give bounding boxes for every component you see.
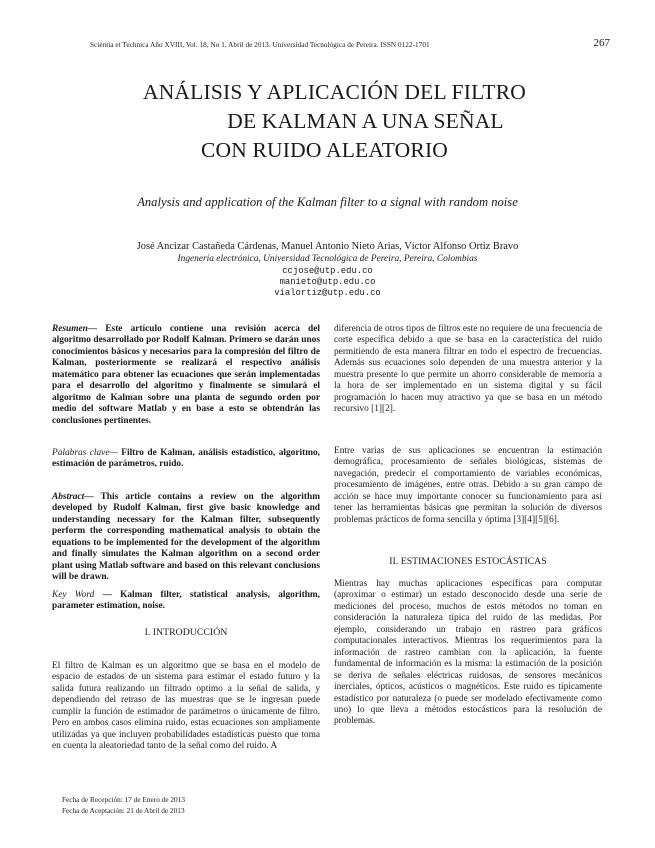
right-paragraph-2-text: Entre varias de sus aplicaciones se encuentran la estimación demográfica, procesamiento de señales biológicas, sistemas de navegación, predecir el comportamiento de variables económicas, procesamiento de imágenes, entre otras. Debido a su gran campo de acción se hace muy importante conocer su funcionamiento para así tener las herramientas básicas que permitan la solución de diversos problemas prácticos de forma sencilla y óptima [3][4][5][6]. [334,446,602,525]
section-heading-estimaciones: II. ESTIMACIONES ESTOCÁSTICAS [389,556,547,567]
authors: José Ancizar Castañeda Cárdenas, Manuel Antonio Nieto Arias, Víctor Alfonso Ortiz Bravo [136,241,519,252]
right-paragraph-3-text: Mientras hay muchas aplicaciones específicas para computar (aproximar o estimar) un estado desconocido desde una serie de mediciones del proceso, muchos de estos métodos no toman en consideración la naturaleza típica del ruido de las medidas. Por ejemplo, considerando un trabajo en rastreo para gráficos computacionales interactivos. Mientras los requerimientos para la información de rastreo cambian con la aplicación, la fuente fundamental de información es la misma: la estimación de la posición se deriva de señales eléctricas ruidosas, de sensores mecánicos inerciales, ópticos, acústicos o magnéticos. Este ruido es típicamente estadístico por naturaleza (o puede ser modelado efectivamente como uno) lo que lleva a métodos estocásticos para la resolución de problemas. [334,579,602,727]
paper-title [40,78,615,165]
abstract-text: This article contains a review on the algorithm developed by Rudolf Kalman, first give basic knowledge and understanding necessary for the Kalman filter, subsequently perform the corresponding mathematical analysis to obtain the equations to be implemented for the development of the algorithm and finally simulates the Kalman algorithm on a second order plant using Matlab software and based on this relevant conclusions will be drawn. [52,492,320,583]
author-email[interactable]: ccjose@utp.edu.co [282,266,373,276]
section-heading-introduccion: I. INTRODUCCIÓN [144,627,228,638]
keywords-label: Palabras clave— [52,448,118,458]
title-line-3: CON RUIDO ALEATORIO [200,138,449,162]
introduccion-paragraph [52,661,320,753]
page-number: 267 [593,37,610,49]
keyword-text: — Kalman filter, statistical analysis, algorithm, parameter estimation, noise. [52,590,321,612]
affiliation: Ingeneria electrónica, Universidad Tecnológica de Pereira, Pereira, Colombias [177,254,478,264]
right-paragraph-2 [334,446,602,526]
author-email[interactable]: manieto@utp.edu.co [279,277,376,287]
right-paragraph-3 [334,579,602,728]
abstract-paragraph [52,492,320,584]
accepted-date: Fecha de Aceptación: 21 de Abril de 2013 [62,806,185,815]
title-line-1: ANÁLISIS Y APLICACIÓN DEL FILTRO [142,80,527,104]
running-head: Scientia et Technica Año XVIII, Vol. 18, No 1, Abril de 2013. Universidad Tecnológica de Pereira. ISSN 0122-1701 [90,41,430,49]
introduccion-text: El filtro de Kalman es un algoritmo que se basa en el modelo de espacio de estados de un sistema para estimar el estado futuro y la salida futura realizando un filtrado optimo a la señal de salida, y dependiendo del retraso de las muestras que se le ingresan puede cumplir la función de estimador de parámetros o únicamente de filtro. Pero en ambos casos elimina ruido, estas ecuaciones son ampliamente utilizadas ya que incluyen probabilidades estadísticas puesto que toma en cuenta la aleatoriedad tanto de la señal como del ruido. A [52,661,320,752]
author-email[interactable]: vialortiz@utp.edu.co [274,288,381,298]
resumen-label: Resumen— [52,324,98,334]
resumen-text: Este artículo contiene una revisión acerca del algoritmo desarrollado por Rodolf Kalman. Primero se darán unos conocimientos básicos y necesarios para la compresión del filtro de Kalman, posteriormente se realizará el respectivo análisis matemático para obtener las ecuaciones que serán implementadas para el desarrollo del algoritmo y finalmente se simulará el algoritmo de Kalman sobre una planta de segundo orden por medio del software Matlab y en base a esto se obtendrán las conclusiones pertinentes. [52,324,320,426]
received-date: Fecha de Recepción: 17 de Enero de 2013 [62,795,185,804]
keywords-text: Filtro de Kalman, análisis estadístico, algoritmo, estimación de parámetros, ruido. [52,448,320,470]
title-line-2: DE KALMAN A UNA SEÑAL [227,109,504,133]
resumen-paragraph [52,324,320,427]
english-title: Analysis and application of the Kalman filter to a signal with random noise [137,195,518,209]
keyword-english-paragraph [52,590,320,613]
abstract-label: Abstract— [52,492,94,502]
keywords-paragraph [52,448,320,471]
right-paragraph-1-text: diferencia de otros tipos de filtros este no requiere de una frecuencia de corte específica debido a que se basa en la característica del ruido permitiendo de esta manera filtrar en todo el espectro de frecuencias. Además sus ecuaciones solo dependen de una muestra anterior y la muestra presente lo que permite un ahorro considerable de memoria a la hora de ser implementado en un sistema digital y su fácil programación lo hacen muy atractivo ya que se basa en un método recursivo [1][2]. [334,324,602,415]
keyword-label: Key Word [52,590,95,600]
right-paragraph-1 [334,324,602,416]
